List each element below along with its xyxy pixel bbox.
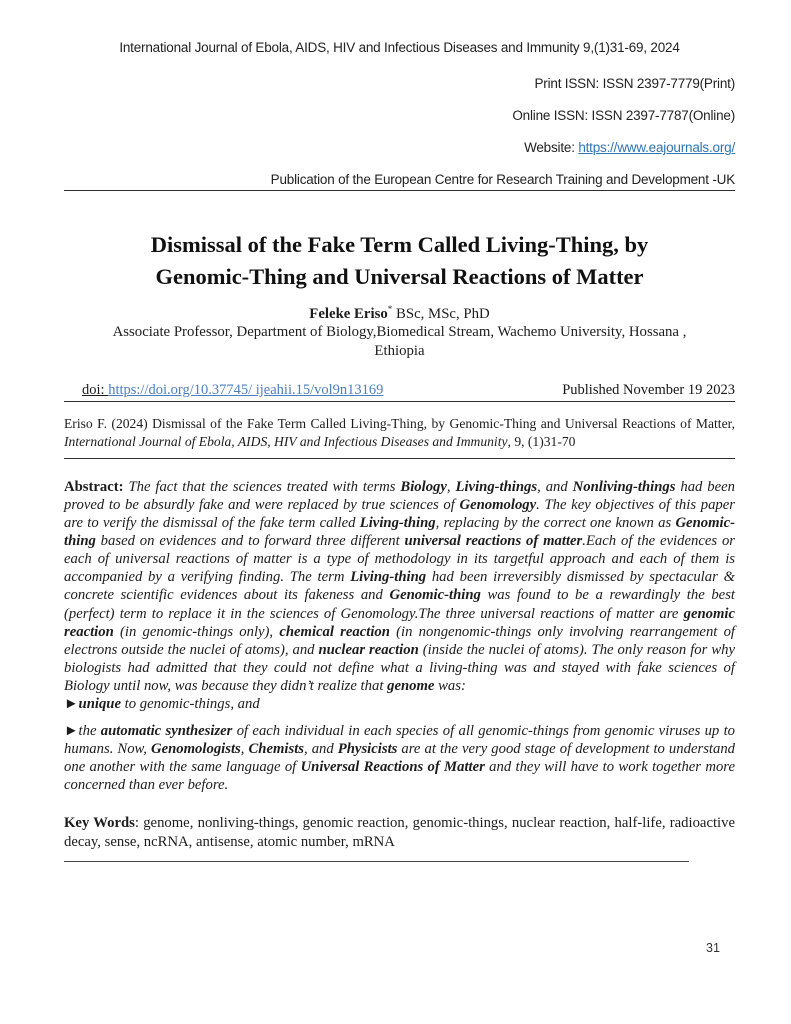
paper-title [64,229,735,293]
journal-title-line: International Journal of Ebola, AIDS, HIV and Infectious Diseases and Immunity 9,(1)31-69, 2024 [119,40,680,55]
section-divider [64,861,689,862]
doi-label: doi: [82,381,109,398]
online-issn-line: Online ISSN: ISSN 2397-7787(Online) [512,108,735,123]
doi-cell [64,382,383,399]
page-number: 31 [706,941,720,955]
author-affiliation [64,323,735,361]
author-degrees: BSc, MSc, PhD [392,305,490,322]
paper-title-line2: Genomic-Thing and Universal Reactions of Matter [155,264,644,289]
author-name: Feleke Eriso [309,305,388,322]
affiliation-line1: Associate Professor, Department of Biology,Biomedical Stream, Wachemo University, Hossana , [112,323,687,340]
website-line [64,140,735,155]
journal-header [64,40,735,191]
affiliation-line2: Ethiopia [374,342,425,359]
published-date: Published November 19 2023 [562,381,735,398]
website-label: Website: [524,140,579,155]
website-link[interactable]: https://www.eajournals.org/ [578,140,735,155]
paper-title-line1: Dismissal of the Fake Term Called Living-Thing, by [150,232,649,257]
abstract-section [64,478,735,795]
abstract-bullet-1: ►unique to genomic-things, and [64,696,260,713]
abstract-paragraph: Abstract: The fact that the sciences treated with terms Biology, Living-things, and Nonliving-things had been proved to be absurdly fake and were replaced by true sciences of Genomology. The key objectives of this paper are to verify the dismissal of the fake term called Living-thing, replacing by the correct one known as Genomic-thing based on evidences and to forward three different universal reactions of matter.Each of the evidences or each of universal reactions of matter is a type of methodology in its targetful approach and each of them is accompanied by a verifying finding. The term Living-thing had been irreversibly dismissed by spectacular & concrete scientific evidences about its fakeness and Genomic-thing was found to be a rewardingly the best (perfect) term to replace it in the sciences of Genomology.The three universal reactions of matter are genomic reaction (in genomic-things only), chemical reaction (in nongenomic-things only involving rearrangement of electrons outside the nuclei of atoms), and nuclear reaction (inside the nuclei of atoms). The only reason for why biologists had admitted that they could not define what a living-thing was and stayed with fake sciences of Biology until now, was because they didn’t realize that genome was: [64,478,736,694]
doi-link[interactable]: https://doi.org/10.37745/ ijeahii.15/vol9n13169 [108,381,384,398]
doi-row [64,382,735,402]
publication-note: Publication of the European Centre for Research Training and Development -UK [64,172,735,191]
print-issn-line: Print ISSN: ISSN 2397-7779(Print) [534,76,735,91]
citation: Eriso F. (2024) Dismissal of the Fake Term Called Living-Thing, by Genomic-Thing and Universal Reactions of Matter, International Journal of Ebola, AIDS, HIV and Infectious Diseases and Immunity, 9, (1)31-70 [64,415,735,459]
abstract-bullet-2: ►the automatic synthesizer of each individual in each species of all genomic-things from genomic viruses up to humans. Now, Genomologists, Chemists, and Physicists are at the very good stage of development to understand one another with the same language of Universal Reactions of Matter and they will have to work together more concerned than ever before. [64,723,736,794]
keywords: Key Words: genome, nonliving-things, genomic reaction, genomic-things, nuclear reaction, half-life, radioactive decay, sense, ncRNA, antisense, atomic number, mRNA [64,814,735,850]
author-asterisk: * [387,304,393,314]
author-line [64,304,735,323]
